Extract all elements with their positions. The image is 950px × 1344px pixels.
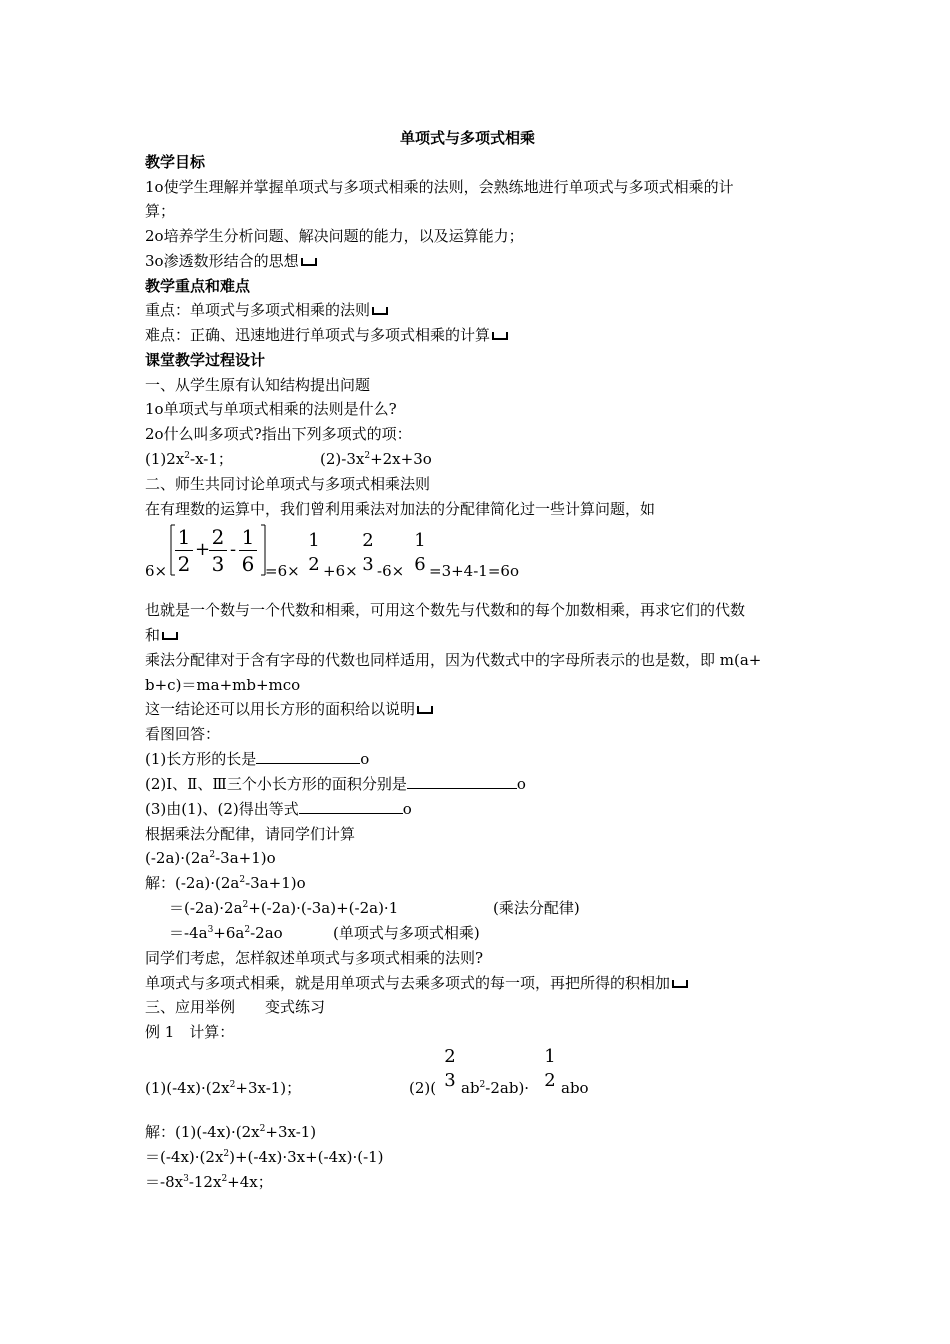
eq-end: =3+4-1=6o: [429, 562, 519, 580]
para-6: 在有理数的运算中，我们曾利用乘法对加法的分配律简化过一些计算问题，如: [145, 500, 656, 518]
page-title: 单项式与多项式相乘: [400, 129, 536, 147]
fraction-1-6: 1 6: [239, 526, 257, 575]
para-5: 二、师生共同讨论单项式与多项式相乘法则: [145, 475, 431, 493]
ex-solution-1: 解：$(1)(-4x)\cdot(2x^2+3x-1)$: [145, 1123, 317, 1141]
example-1-part-1: $(1)(-4x)\cdot(2x^2+3x-1)$；: [145, 1079, 302, 1097]
question-2: (2)Ⅰ、Ⅱ、Ⅲ三个小长方形的面积分别是 o: [145, 775, 526, 793]
plus-sign: +: [195, 539, 211, 560]
end-mark: [162, 632, 178, 640]
eq-prefix: 6×: [145, 562, 168, 580]
key-heading: 教学重点和难点: [145, 277, 251, 295]
fraction-1-2: 1 2: [175, 526, 193, 575]
para-3: 2o什么叫多项式?指出下列多项式的项：: [145, 425, 412, 443]
para-2: 1o单项式与单项式相乘的法则是什么?: [145, 400, 397, 418]
eq-minus: -6×: [377, 562, 405, 580]
calc-1: $(-2a)\cdot(2a^2-3a+1)o$: [145, 849, 276, 867]
para-10: 看图回答：: [145, 725, 221, 743]
para-8b: b+c)＝ma+mb+mco: [145, 676, 301, 694]
fraction-1-2b: 1 2: [308, 530, 320, 575]
ex-solution-3: $=-8x^3-12x^2+4x$；: [145, 1173, 273, 1191]
solution-2: $=(-2a)\cdot 2a^2+(-2a)\cdot(-3a)+(-2a)\cdot 1$: [169, 899, 399, 917]
para-4a: $(1)2x^2-x-1$；: [145, 450, 233, 468]
goal-2: 2o培养学生分析问题、解决问题的能力，以及运算能力；: [145, 227, 524, 245]
answer-blank[interactable]: [299, 799, 403, 814]
goal-3: 3o渗透数形结合的思想: [145, 251, 317, 271]
answer-blank[interactable]: [407, 774, 517, 789]
fraction-1-2c: 1 2: [544, 1046, 556, 1091]
end-mark: [372, 307, 388, 315]
eq-plus: +6×: [323, 562, 358, 580]
goals-heading: 教学目标: [145, 153, 206, 171]
para-9: 这一结论还可以用长方形的面积给以说明: [145, 699, 433, 719]
minus-sign: -: [230, 539, 237, 560]
question-3: (3)由(1)、(2)得出等式 o: [145, 800, 412, 818]
end-mark: [417, 706, 433, 714]
solution-1: 解：$(-2a)\cdot(2a^2-3a+1)o$: [145, 874, 306, 892]
example-1: 例 1 计算：: [145, 1023, 235, 1041]
goal-1b: 算；: [145, 202, 176, 220]
eq-mid: =6×: [265, 562, 300, 580]
fraction-1-6b: 1 6: [414, 530, 426, 575]
process-heading: 课堂教学过程设计: [145, 351, 266, 369]
key-1: 重点：单项式与多项式相乘的法则: [145, 300, 388, 320]
end-mark: [672, 980, 688, 988]
fraction-2-3c: 2 3: [444, 1046, 456, 1091]
question-1: (1)长方形的长是 o: [145, 750, 370, 768]
fraction-2-3: 2 3: [209, 526, 227, 575]
answer-blank[interactable]: [256, 749, 360, 764]
example-1-part-2a: (2)(: [409, 1079, 437, 1097]
para-1: 一、从学生原有认知结构提出问题: [145, 376, 371, 394]
para-14: 三、应用举例 变式练习: [145, 998, 326, 1016]
example-1-part-2c: abo: [561, 1079, 589, 1097]
para-7a: 也就是一个数与一个代数和相乘，可用这个数先与代数和的每个加数相乘，再求它们的代数: [145, 601, 746, 619]
solution-3-note: (单项式与多项式相乘): [333, 924, 480, 942]
para-7b: 和: [145, 625, 178, 645]
para-4b: $(2)-3x^2+2x+3o$: [320, 450, 432, 468]
para-13: 单项式与多项式相乘，就是用单项式与去乘多项式的每一项，再把所得的积相加: [145, 973, 688, 993]
solution-3: $=-4a^3+6a^2-2ao$: [169, 924, 283, 942]
example-1-part-2b: $ab^2-2ab)\cdot$: [461, 1079, 530, 1097]
solution-2-note: (乘法分配律): [493, 899, 580, 917]
para-8a: 乘法分配律对于含有字母的代数也同样适用，因为代数式中的字母所表示的也是数，即 m(a+: [145, 651, 762, 669]
para-12: 同学们考虑，怎样叙述单项式与多项式相乘的法则?: [145, 949, 484, 967]
end-mark: [492, 332, 508, 340]
fraction-2-3b: 2 3: [362, 530, 374, 575]
ex-solution-2: $=(-4x)\cdot(2x^2)+(-4x)\cdot 3x+(-4x)\cdot(-1)$: [145, 1148, 384, 1166]
goal-1a: 1o使学生理解并掌握单项式与多项式相乘的法则，会熟练地进行单项式与多项式相乘的计: [145, 178, 734, 196]
key-2: 难点：正确、迅速地进行单项式与多项式相乘的计算: [145, 325, 508, 345]
end-mark: [301, 258, 317, 266]
para-11: 根据乘法分配律，请同学们计算: [145, 825, 356, 843]
